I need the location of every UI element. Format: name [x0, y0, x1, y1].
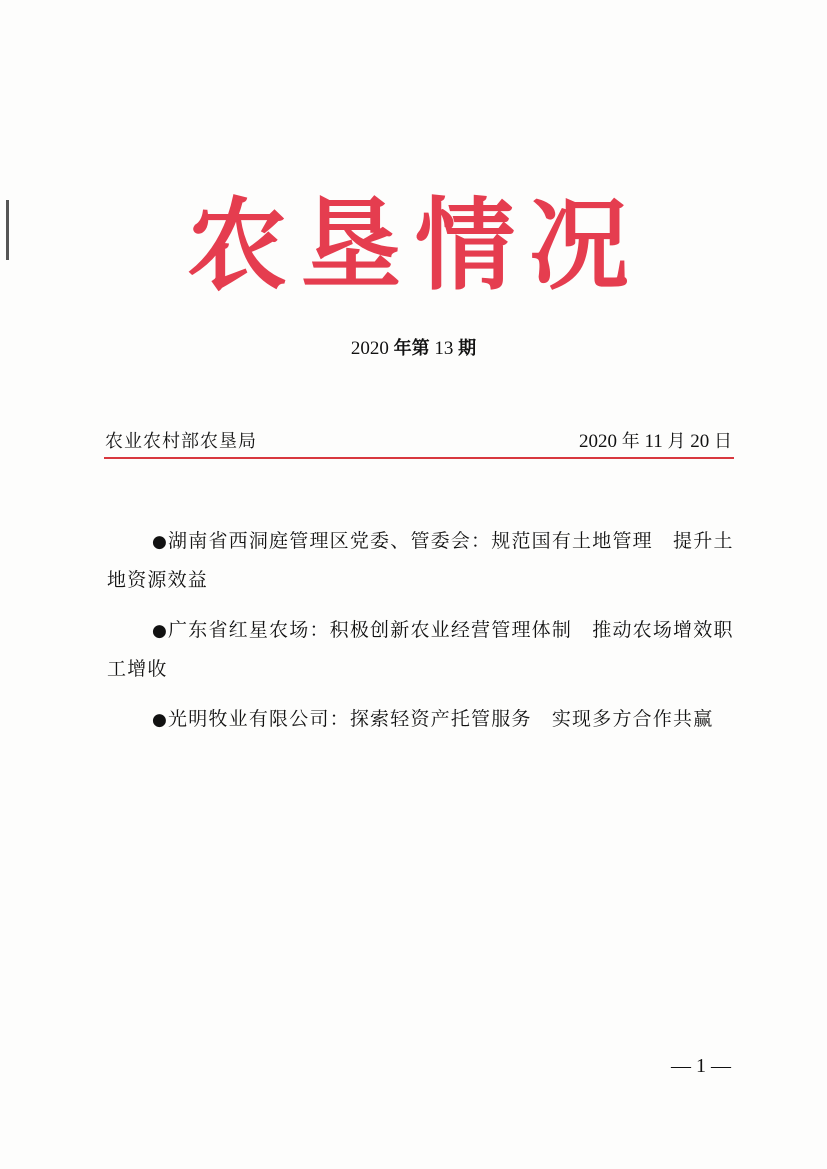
date-month-label: 月 [667, 431, 686, 452]
issue-number: 13 [434, 338, 454, 359]
issue-year-label: 年第 [393, 338, 430, 359]
date-day-label: 日 [714, 431, 732, 452]
date-day: 20 [690, 431, 710, 452]
date-month: 11 [644, 431, 663, 452]
header-divider [104, 457, 734, 459]
publisher: 农业农村部农垦局 [105, 431, 257, 452]
toc-item [107, 522, 739, 599]
toc-item [107, 611, 739, 688]
issue-year: 2020 [350, 338, 389, 359]
bullet-icon: ● [152, 621, 169, 641]
page-number: — 1 — [671, 1055, 731, 1077]
bullet-icon: ● [152, 532, 169, 552]
date-year-label: 年 [621, 431, 640, 452]
toc-item [107, 700, 739, 739]
masthead-title: 农垦情况 [187, 186, 643, 304]
toc-item-text: 湖南省西洞庭管理区党委、管委会：规范国有土地管理 提升土地资源效益 [107, 530, 734, 591]
scan-edge-mark [6, 200, 9, 260]
issue-line [0, 334, 827, 360]
issue-label: 期 [458, 338, 477, 359]
bullet-icon: ● [152, 710, 169, 730]
date-year: 2020 [578, 431, 617, 452]
toc-item-text: 光明牧业有限公司：探索轻资产托管服务 实现多方合作共赢 [168, 708, 714, 730]
table-of-contents [107, 522, 739, 751]
issue-date [579, 427, 732, 453]
toc-item-text: 广东省红星农场：积极创新农业经营管理体制 推动农场增效职工增收 [107, 619, 734, 680]
